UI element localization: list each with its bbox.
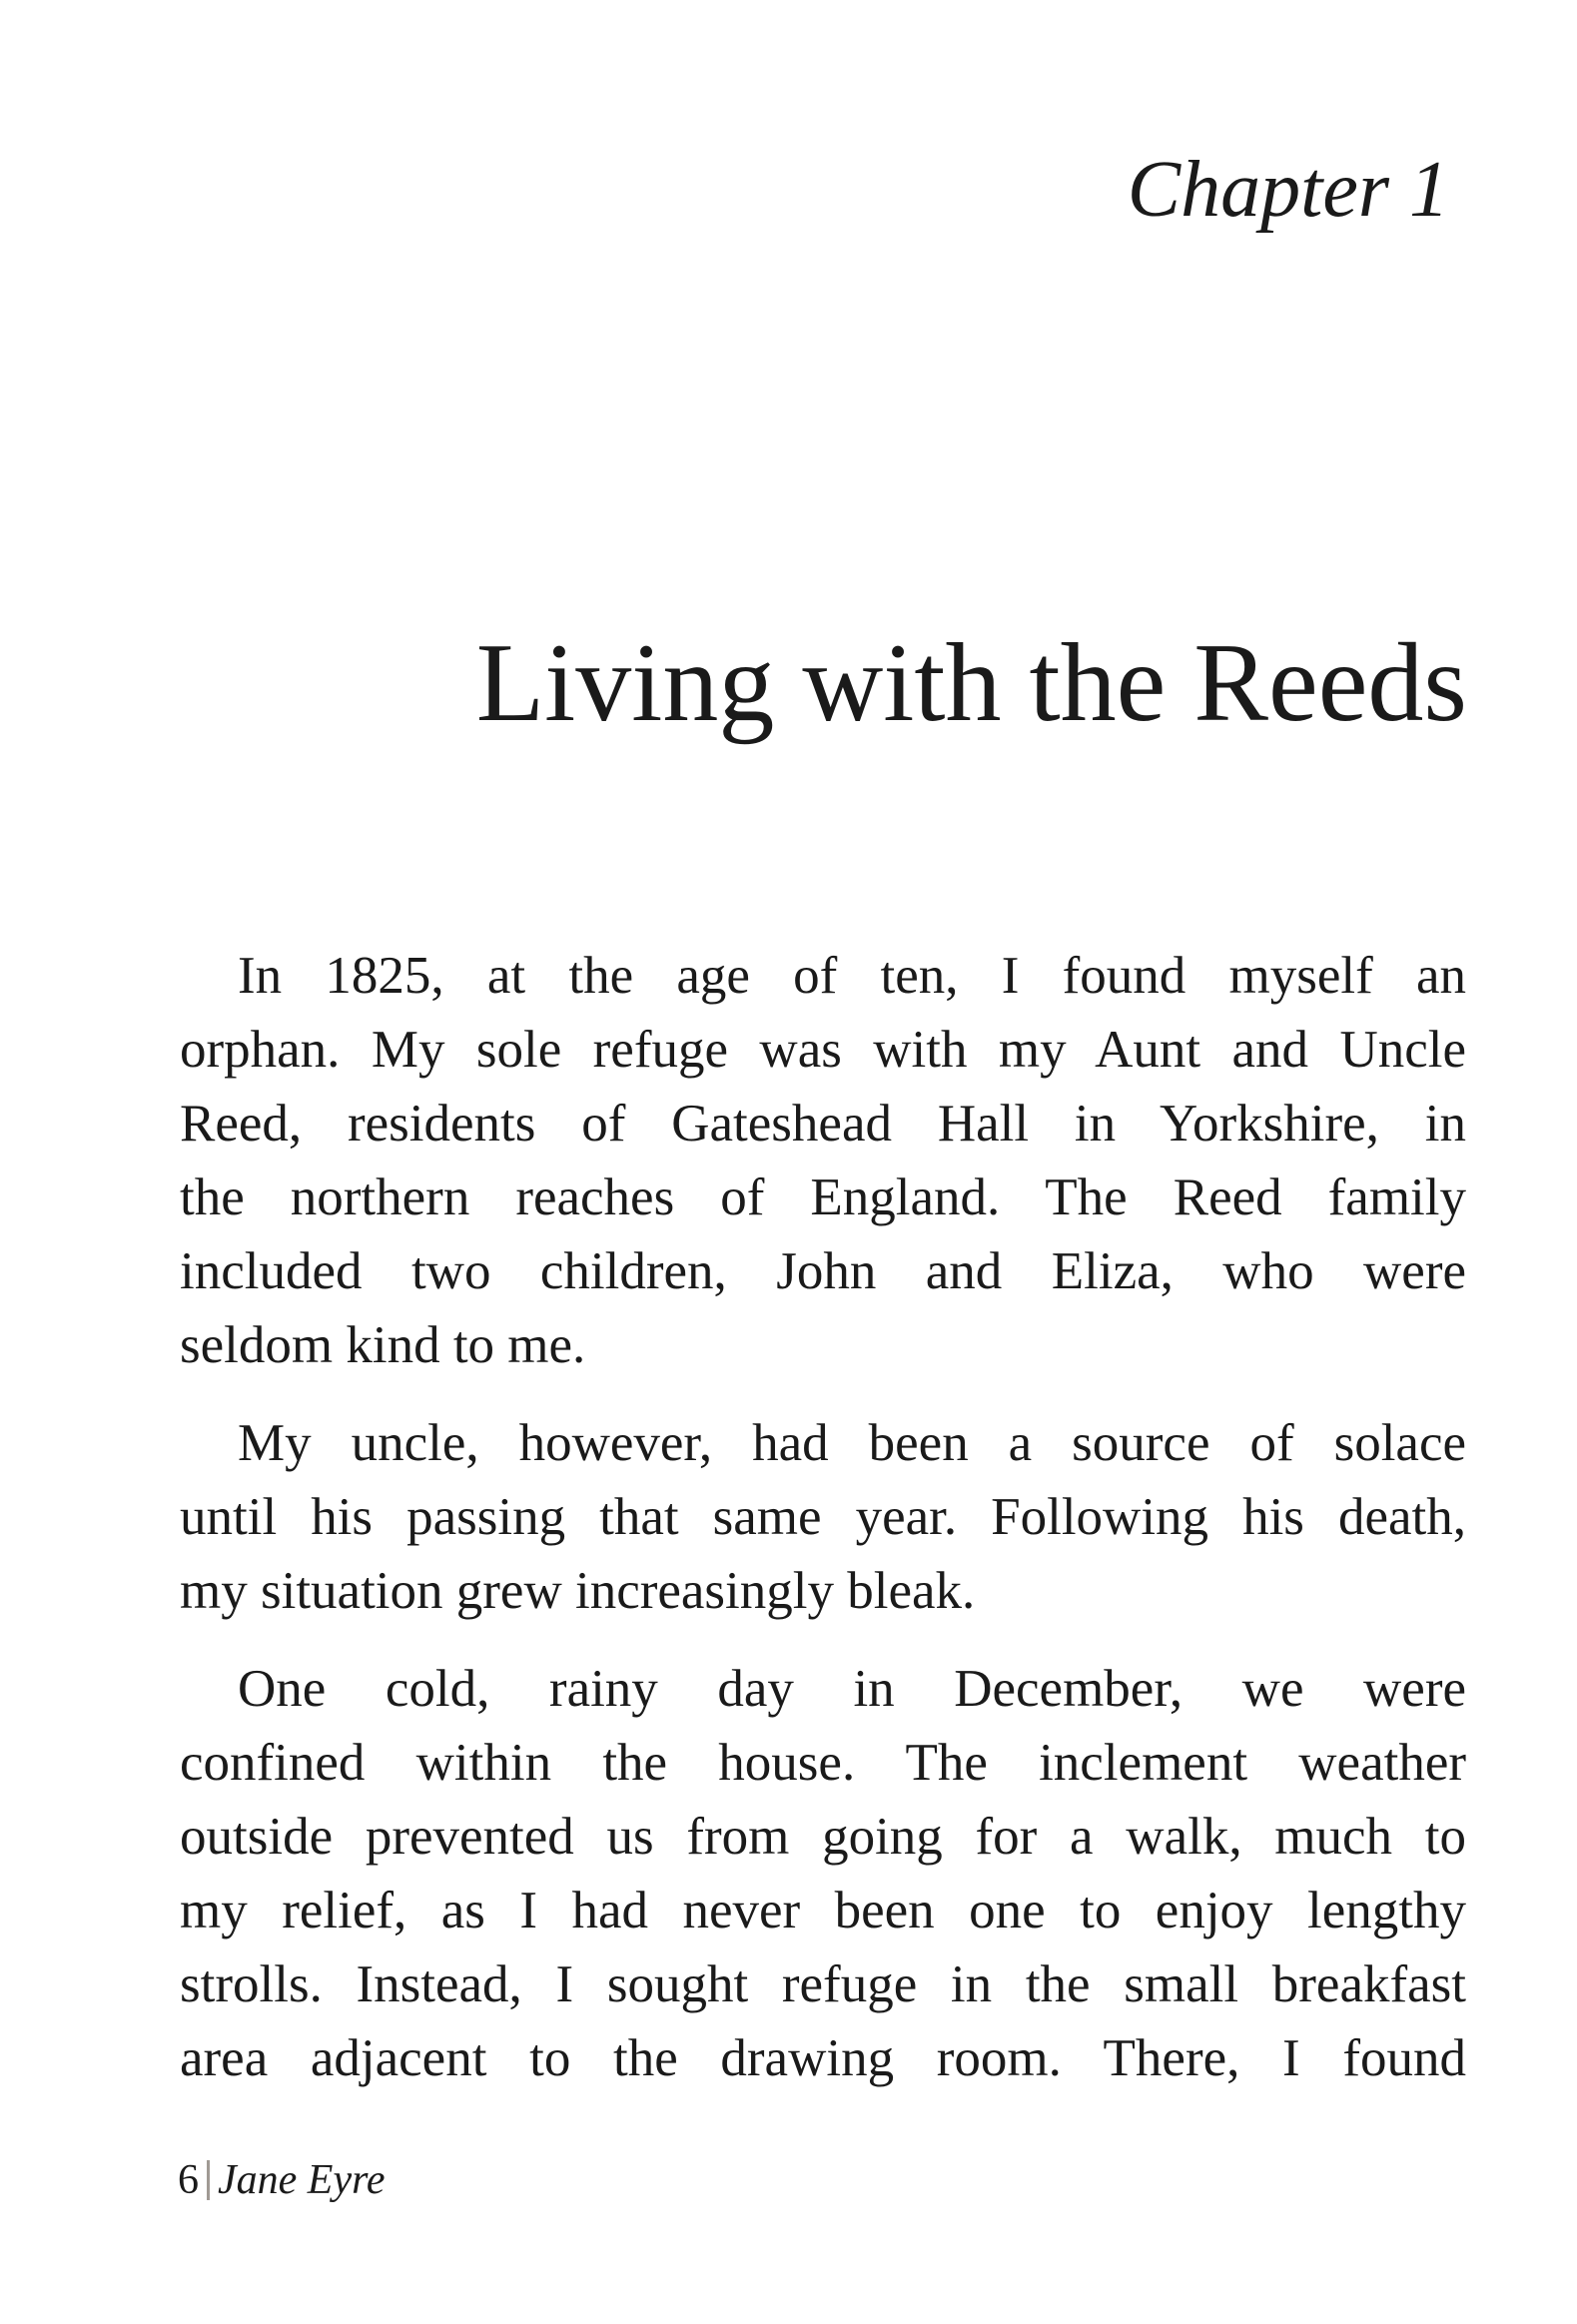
text-line: Reed, residents of Gateshead Hall in Yorkshire, in [180,1095,1466,1153]
body-text [180,939,1466,2119]
page-number: 6 [178,2157,199,2203]
text-line: until his passing that same year. Following his death, [180,1488,1466,1546]
text-line: outside prevented us from going for a walk, much to [180,1808,1466,1866]
footer-divider [207,2160,210,2200]
text-line: strolls. Instead, I sought refuge in the small breakfast [180,1955,1466,2013]
text-line: seldom kind to me. [180,1316,586,1374]
text-line: included two children, John and Eliza, who were [180,1242,1466,1300]
book-title: Jane Eyre [218,2157,386,2203]
text-line: One cold, rainy day in December, we were [238,1660,1466,1718]
paragraph [180,939,1466,1382]
chapter-number: Chapter 1 [1127,146,1449,234]
text-line: orphan. My sole refuge was with my Aunt and Uncle [180,1021,1466,1079]
text-line: my relief, as I had never been one to enjoy lengthy [180,1882,1466,1939]
text-line: my situation grew increasingly bleak. [180,1562,976,1620]
chapter-title: Living with the Reeds [475,621,1467,745]
paragraph [180,1652,1466,2095]
text-line: My uncle, however, had been a source of solace [238,1414,1466,1472]
text-line: area adjacent to the drawing room. There, I found [180,2029,1466,2087]
text-line: In 1825, at the age of ten, I found myself an [238,947,1466,1005]
paragraph [180,1406,1466,1628]
text-line: confined within the house. The inclement weather [180,1734,1466,1792]
text-line: the northern reaches of England. The Reed family [180,1168,1466,1226]
page-footer [178,2159,386,2201]
